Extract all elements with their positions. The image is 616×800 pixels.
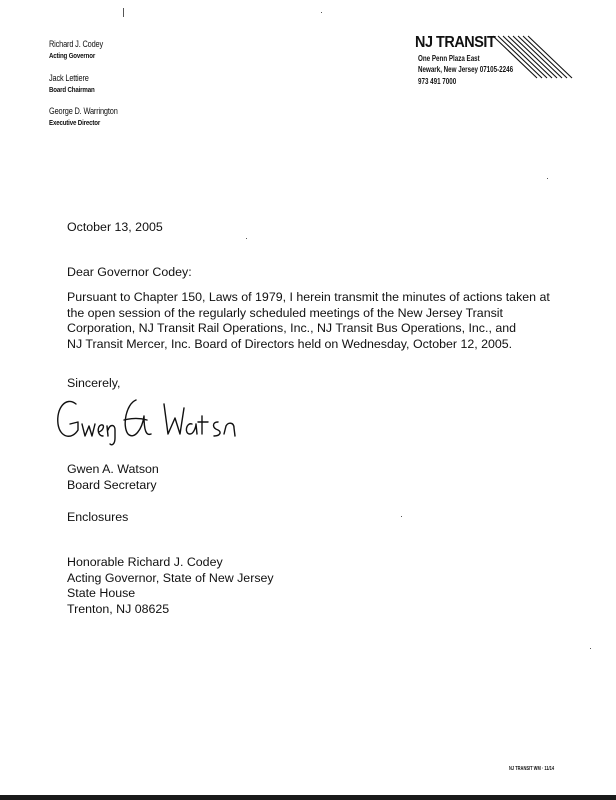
recipient-line: State House — [67, 586, 136, 601]
salutation: Dear Governor Codey: — [67, 265, 192, 279]
address-line-2: Newark, New Jersey 07105-2246 — [418, 65, 514, 74]
enclosures-note: Enclosures — [67, 510, 129, 524]
scan-speck — [547, 178, 548, 179]
scan-speck — [246, 238, 247, 239]
paragraph-line: Corporation, NJ Transit Rail Operations, Inc., NJ Transit Bus Operations, Inc., and — [67, 321, 517, 336]
recipient-line: Trenton, NJ 08625 — [67, 601, 170, 616]
paragraph-line: Pursuant to Chapter 150, Laws of 1979, I herein transmit the minutes of actions taken at — [67, 290, 550, 304]
paragraph-line: NJ Transit Mercer, Inc. Board of Directors held on Wednesday, October 12, 2005. — [67, 336, 513, 351]
scan-speck — [590, 648, 591, 649]
letter-date: October 13, 2005 — [67, 220, 163, 234]
signer-name: Gwen A. Watson — [67, 462, 159, 476]
officer-name: Richard J. Codey — [49, 39, 103, 49]
closing: Sincerely, — [67, 376, 121, 390]
logo-wordmark: NJ TRANSIT — [415, 34, 496, 51]
handwritten-signature — [52, 390, 252, 452]
officer-name: Jack Lettiere — [49, 73, 89, 83]
recipient-line: Honorable Richard J. Codey — [67, 555, 223, 569]
phone-number: 973 491 7000 — [418, 77, 457, 86]
officer-title: Acting Governor — [49, 51, 96, 60]
paragraph-line: the open session of the regularly scheduled meetings of the New Jersey Transit — [67, 305, 503, 320]
scan-bottom-edge — [0, 795, 616, 800]
signer-title: Board Secretary — [67, 477, 157, 492]
scan-speck — [401, 516, 402, 517]
recipient-address — [67, 555, 274, 617]
officer-title: Executive Director — [49, 118, 101, 127]
form-code: NJ TRANSIT WM · 11/14 — [509, 766, 555, 772]
recipient-line: Acting Governor, State of New Jersey — [67, 570, 274, 585]
officer-name: George D. Warrington — [49, 106, 118, 116]
signer-block — [67, 462, 159, 493]
scan-speck — [321, 12, 322, 13]
officer-lettiere — [49, 73, 95, 95]
nj-transit-logo — [415, 34, 575, 104]
body-paragraph — [67, 290, 550, 352]
scan-speck — [123, 8, 124, 17]
officer-title: Board Chairman — [49, 85, 95, 94]
officer-warrington — [49, 106, 118, 128]
officer-codey — [49, 39, 103, 61]
address-line-1: One Penn Plaza East — [418, 54, 480, 63]
